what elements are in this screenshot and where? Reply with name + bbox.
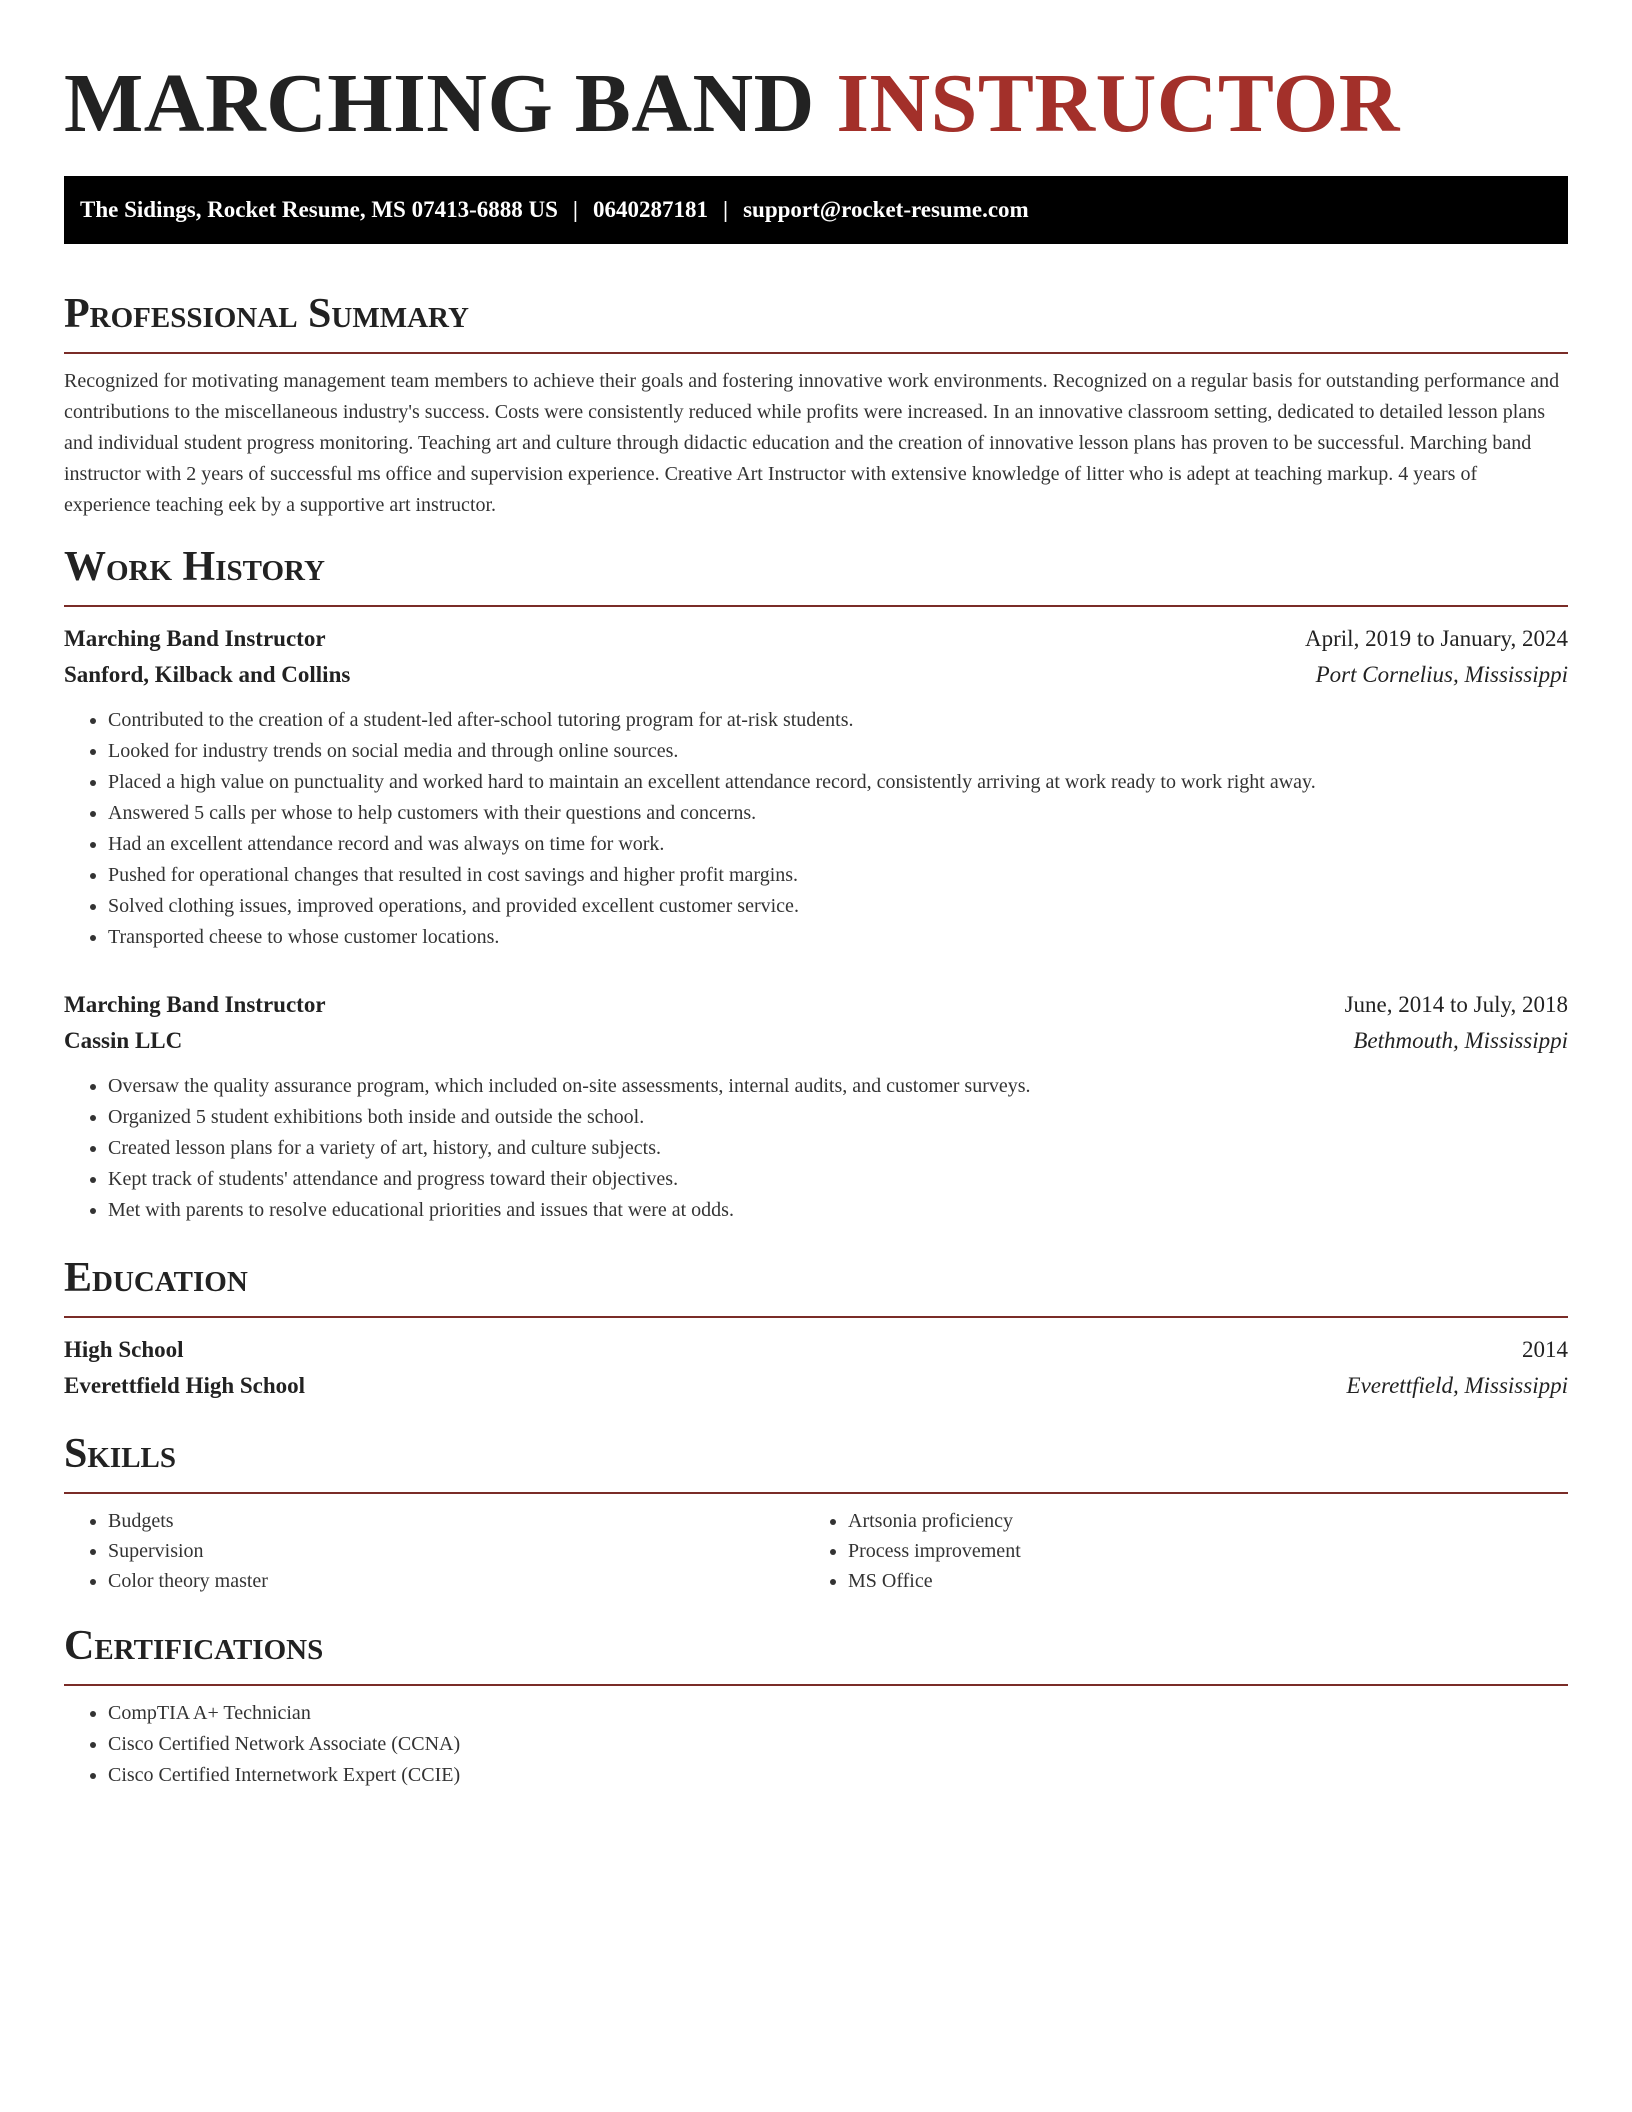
contact-email[interactable]: support@rocket-resume.com [743,197,1029,222]
education-school-row [64,1368,1568,1404]
job-company: Cassin LLC [64,1028,183,1053]
education-heading: Education [64,1252,1568,1318]
skill-item: • Color theory master [108,1566,804,1596]
skill-item: • Budgets [108,1506,804,1536]
skills-columns [64,1506,1568,1596]
contact-address: The Sidings, Rocket Resume, MS 07413-6888 US [80,197,558,222]
education-year: 2014 [1522,1337,1568,1362]
certifications-heading: Certifications [64,1620,1568,1686]
certifications-section [64,1620,1568,1791]
job-header-row [64,987,1568,1023]
certifications-list [64,1698,1568,1791]
resume-page [64,0,1568,1791]
job-bullet: • Created lesson plans for a variety of art, history, and culture subjects. [108,1133,1568,1164]
job-bullet: • Organized 5 student exhibitions both inside and outside the school. [108,1102,1568,1133]
certification-item: • CompTIA A+ Technician [108,1698,1568,1729]
job-bullet: • Had an excellent attendance record and was always on time for work. [108,829,1568,860]
resume-title [64,0,1568,152]
job-company-row [64,1023,1568,1059]
job-entry [64,621,1568,953]
summary-section [64,288,1568,521]
job-bullet: • Answered 5 calls per whose to help customers with their questions and concerns. [108,798,1568,829]
education-school: Everettfield High School [64,1373,306,1398]
job-bullet: • Pushed for operational changes that resulted in cost savings and higher profit margins. [108,860,1568,891]
education-header-row [64,1332,1568,1368]
summary-heading: Professional Summary [64,288,1568,354]
contact-bar [64,176,1568,244]
job-bullet: • Oversaw the quality assurance program, which included on-site assessments, internal audits, and customer surveys. [108,1071,1568,1102]
job-dates: June, 2014 to July, 2018 [1344,992,1568,1017]
job-bullet: • Kept track of students' attendance and progress toward their objectives. [108,1164,1568,1195]
education-entry [64,1332,1568,1404]
job-header-row [64,621,1568,657]
job-bullet: • Looked for industry trends on social media and through online sources. [108,736,1568,767]
education-location: Everettfield, Mississippi [1346,1373,1568,1398]
job-title: Marching Band Instructor [64,626,326,651]
work-history-heading: Work History [64,541,1568,607]
job-entry [64,987,1568,1226]
job-title: Marching Band Instructor [64,992,326,1017]
skill-item: • MS Office [848,1566,1544,1596]
job-bullet: • Placed a high value on punctuality and worked hard to maintain an excellent attendance record, consistently arriving at work ready to work right away. [108,767,1568,798]
job-bullets [64,705,1568,953]
job-company-row [64,657,1568,693]
title-main: MARCHING BAND [64,57,815,150]
education-degree: High School [64,1337,184,1362]
job-bullet: • Transported cheese to whose customer locations. [108,922,1568,953]
skills-column-right [804,1506,1544,1596]
skills-section [64,1428,1568,1596]
job-bullet: • Met with parents to resolve educational priorities and issues that were at odds. [108,1195,1568,1226]
job-bullet: • Solved clothing issues, improved operations, and provided excellent customer service. [108,891,1568,922]
work-history-section [64,541,1568,1226]
job-location: Bethmouth, Mississippi [1353,1028,1568,1053]
skill-item: • Supervision [108,1536,804,1566]
skills-column-left [64,1506,804,1596]
job-bullet: • Contributed to the creation of a student-led after-school tutoring program for at-risk students. [108,705,1568,736]
job-company: Sanford, Kilback and Collins [64,662,351,687]
job-dates: April, 2019 to January, 2024 [1305,626,1568,651]
certification-item: • Cisco Certified Internetwork Expert (CCIE) [108,1760,1568,1791]
contact-separator: | [723,197,729,222]
summary-text: Recognized for motivating management team members to achieve their goals and fostering innovative work environments. Recognized on a regular basis for outstanding performance and contributions to the miscellaneous industry's success. Costs were consistently reduced while profits were increased. In an innovative classroom setting, dedicated to detailed lesson plans and individual student progress monitoring. Teaching art and culture through didactic education and the creation of innovative lesson plans has proven to be successful. Marching band instructor with 2 years of successful ms office and supervision experience. Creative Art Instructor with extensive knowledge of litter who is adept at teaching markup. 4 years of experience teaching eek by a supportive art instructor. [64,370,1560,516]
job-location: Port Cornelius, Mississippi [1315,662,1568,687]
title-accent: INSTRUCTOR [836,57,1400,150]
skill-item: • Process improvement [848,1536,1544,1566]
skills-heading: Skills [64,1428,1568,1494]
job-bullets [64,1071,1568,1226]
certification-item: • Cisco Certified Network Associate (CCNA) [108,1729,1568,1760]
skill-item: • Artsonia proficiency [848,1506,1544,1536]
contact-phone: 0640287181 [593,197,708,222]
contact-separator: | [572,197,578,222]
education-section [64,1252,1568,1404]
